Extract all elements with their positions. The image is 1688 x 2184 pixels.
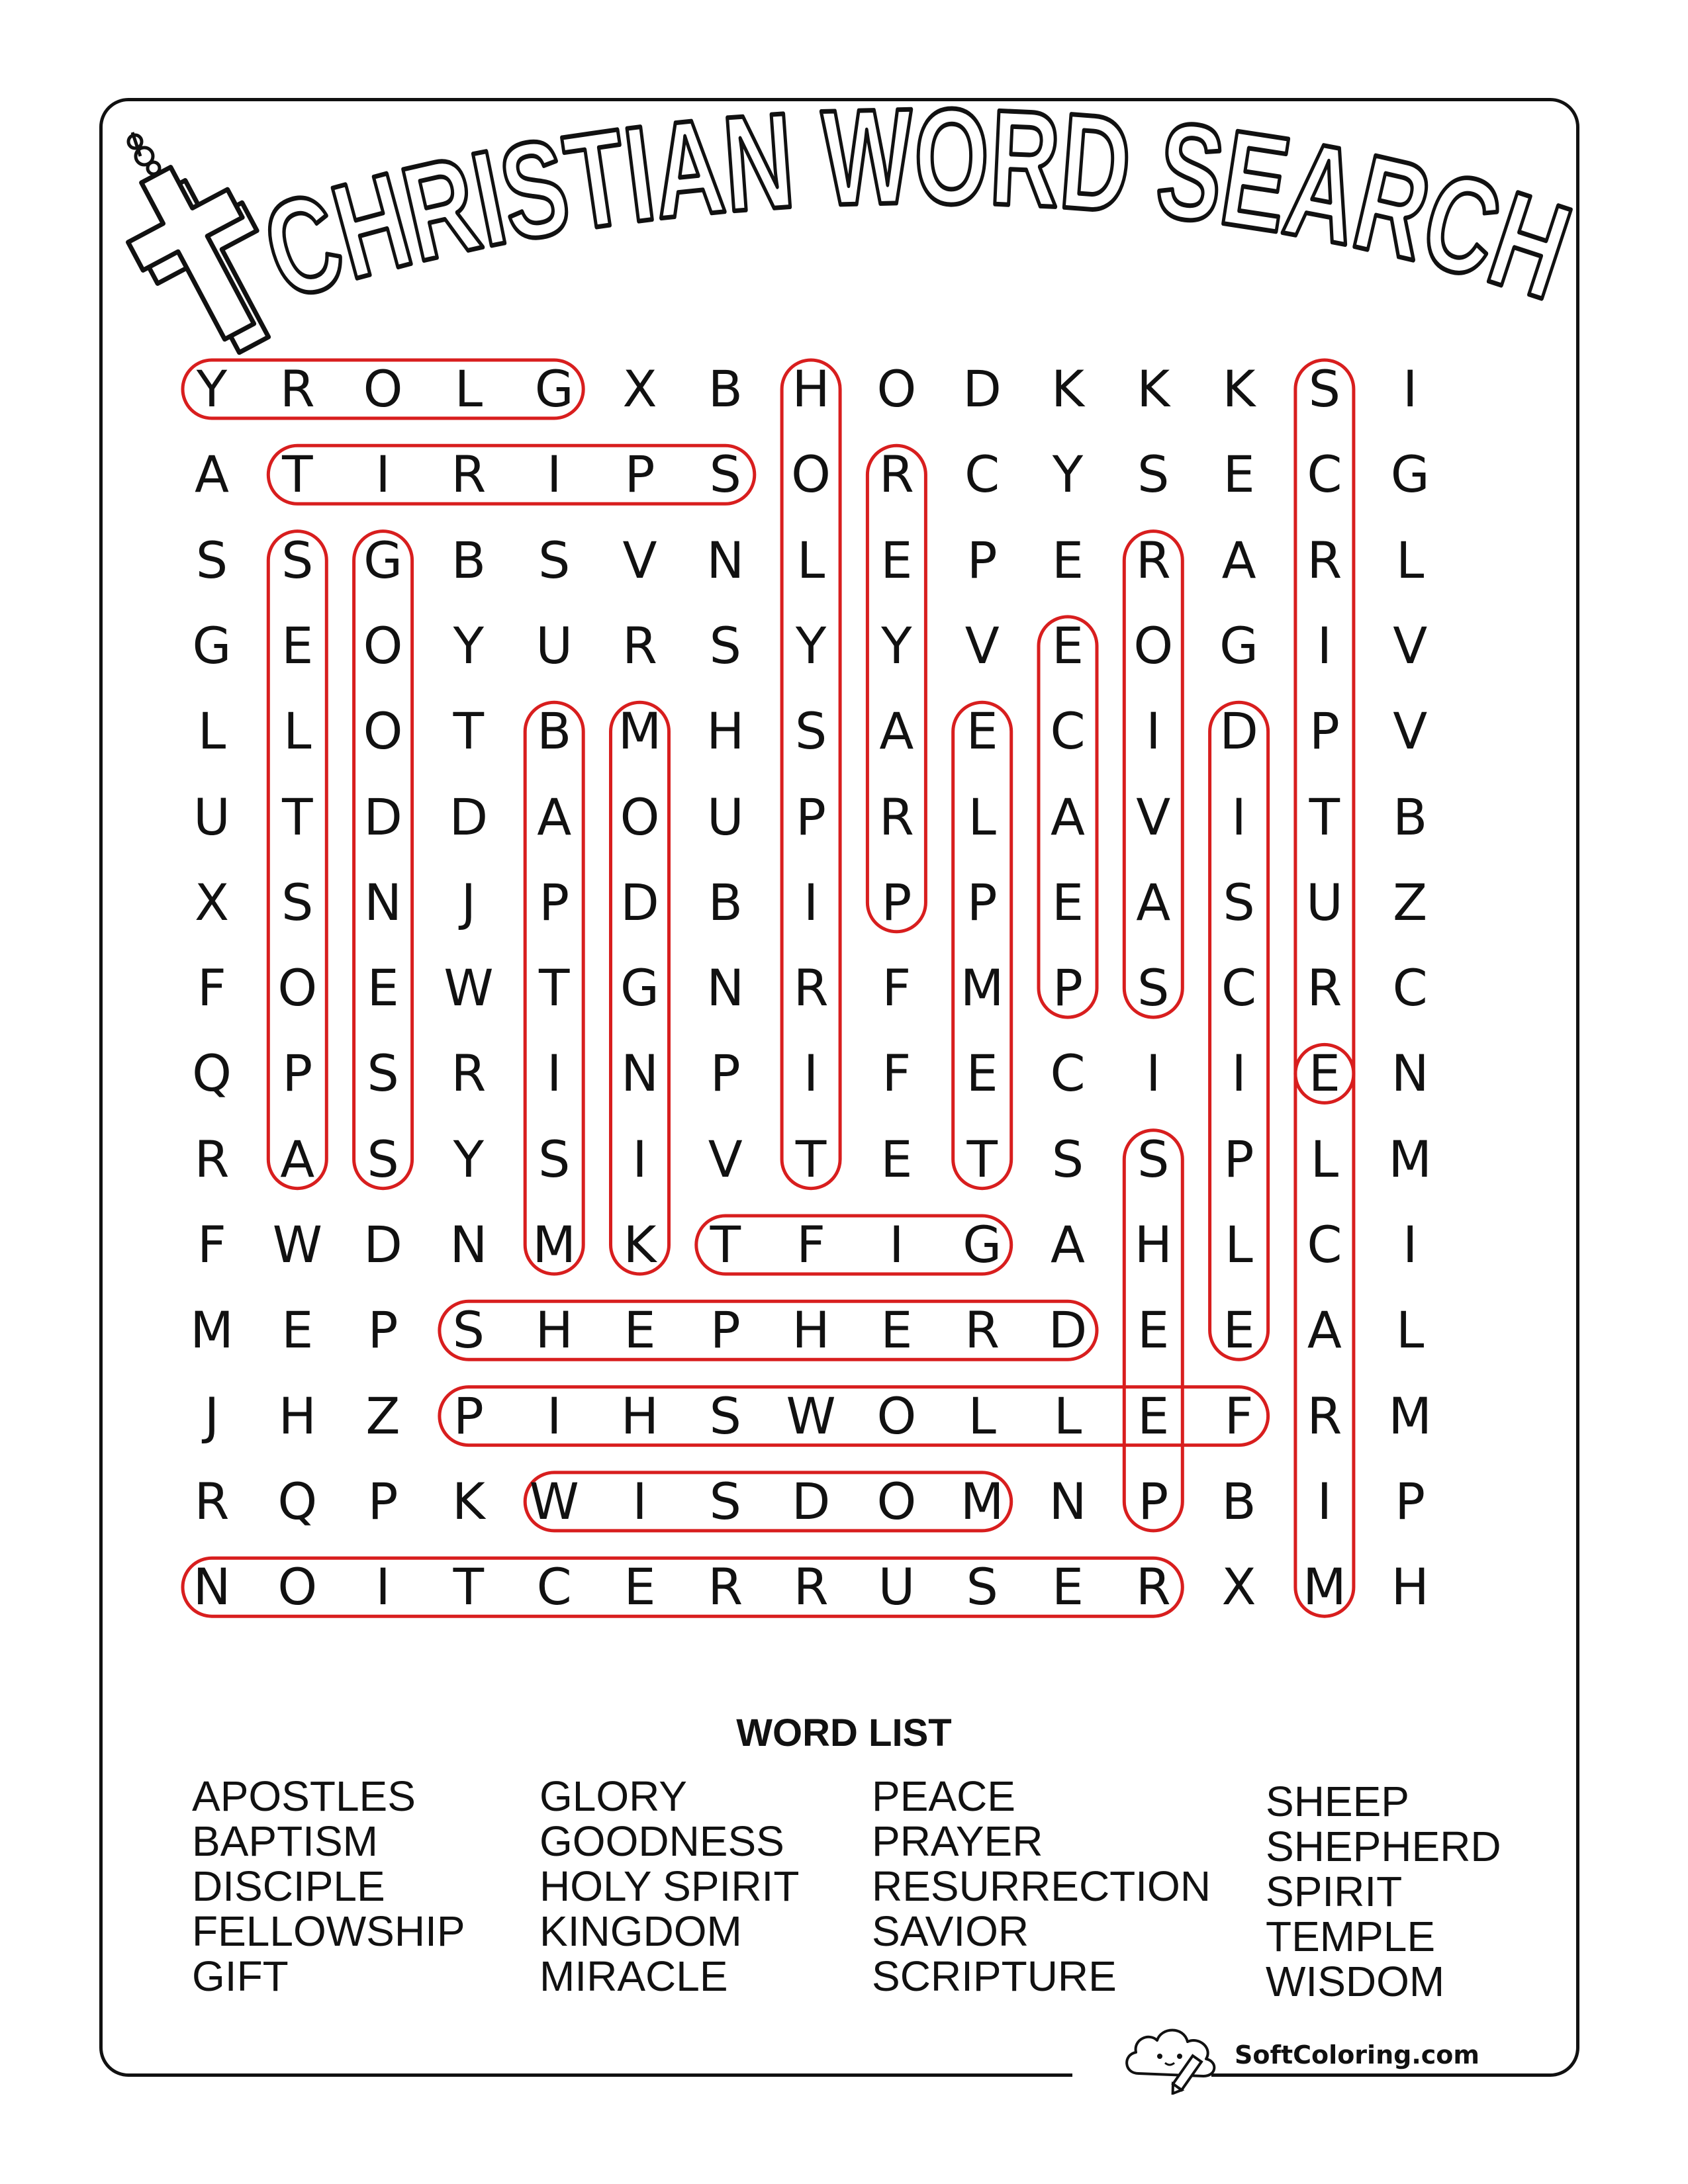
grid-letter: P bbox=[539, 872, 570, 932]
word-list-item: SCRIPTURE bbox=[872, 1952, 1117, 2000]
word-list-item: SHEPHERD bbox=[1266, 1823, 1501, 1870]
grid-letter: Y bbox=[881, 615, 912, 675]
grid-letter: Q bbox=[192, 1044, 232, 1103]
grid-letter: K bbox=[623, 1215, 657, 1274]
brand-logo bbox=[1119, 2015, 1479, 2095]
grid-letter: S bbox=[709, 1386, 741, 1445]
grid-letter: A bbox=[280, 1129, 315, 1189]
grid-letter: I bbox=[889, 1215, 904, 1274]
grid-letter: F bbox=[197, 958, 226, 1018]
grid-letter: C bbox=[1221, 958, 1257, 1018]
grid-letter: Y bbox=[453, 615, 485, 675]
grid-letter: O bbox=[876, 359, 917, 418]
grid-letter: I bbox=[375, 445, 391, 504]
grid-letter: L bbox=[1396, 530, 1425, 590]
grid-letter: C bbox=[1392, 958, 1428, 1018]
grid-letter: M bbox=[532, 1215, 576, 1274]
grid-letter: P bbox=[881, 872, 912, 932]
grid-letter: O bbox=[1133, 615, 1174, 675]
grid-letter: R bbox=[194, 1471, 230, 1531]
grid-letter: R bbox=[1307, 1386, 1342, 1445]
grid-letter: B bbox=[451, 530, 486, 590]
grid-letter: V bbox=[708, 1129, 743, 1189]
grid-letter: T bbox=[282, 787, 313, 846]
grid-letter: S bbox=[1223, 872, 1255, 932]
word-list-item: PRAYER bbox=[872, 1817, 1043, 1865]
grid-letter: S bbox=[1308, 359, 1341, 418]
grid-letter: L bbox=[1396, 1300, 1425, 1360]
grid-letter: A bbox=[1136, 872, 1171, 932]
word-list-column-2 bbox=[539, 1774, 799, 1999]
grid-letter: O bbox=[620, 787, 660, 846]
grid-letter: R bbox=[451, 1044, 487, 1103]
grid-letter: G bbox=[534, 359, 574, 418]
grid-letter: X bbox=[1221, 1557, 1256, 1617]
grid-letter: R bbox=[622, 615, 657, 675]
grid-letter: E bbox=[1308, 1044, 1340, 1103]
grid-letter: V bbox=[1393, 702, 1428, 761]
grid-letter: R bbox=[964, 1300, 1000, 1360]
grid-letter: I bbox=[546, 1044, 562, 1103]
grid-letter: W bbox=[444, 958, 494, 1018]
grid-letter: P bbox=[367, 1471, 399, 1531]
word-list-item: WISDOM bbox=[1266, 1958, 1445, 2005]
grid-letter: W bbox=[272, 1215, 322, 1274]
grid-letter: G bbox=[192, 615, 232, 675]
grid-letter: A bbox=[1221, 530, 1256, 590]
word-list-item: SPIRIT bbox=[1266, 1868, 1403, 1915]
grid-letter: H bbox=[278, 1386, 316, 1445]
grid-letter: R bbox=[1307, 958, 1342, 1018]
grid-letter: Q bbox=[277, 1471, 318, 1531]
grid-letter: V bbox=[1136, 787, 1171, 846]
grid-letter: E bbox=[624, 1300, 656, 1360]
cloud-pencil-icon bbox=[1119, 2015, 1231, 2095]
grid-letter: W bbox=[529, 1471, 579, 1531]
grid-letter: L bbox=[968, 787, 996, 846]
grid-letter: R bbox=[793, 1557, 829, 1617]
grid-letter: R bbox=[878, 787, 914, 846]
grid-letter: E bbox=[1223, 445, 1255, 504]
grid-letter: H bbox=[620, 1386, 659, 1445]
grid-letter: E bbox=[1137, 1386, 1170, 1445]
grid-letter: A bbox=[1307, 1300, 1342, 1360]
grid-letter: O bbox=[277, 1557, 318, 1617]
grid-letter: H bbox=[792, 359, 830, 418]
grid-letter: I bbox=[375, 1557, 391, 1617]
grid-letter: N bbox=[193, 1557, 231, 1617]
grid-letter: H bbox=[792, 1300, 830, 1360]
grid-letter: S bbox=[367, 1044, 399, 1103]
grid-letter: S bbox=[281, 530, 314, 590]
grid-letter: E bbox=[624, 1557, 656, 1617]
grid-letter: D bbox=[620, 872, 659, 932]
grid-letter: S bbox=[709, 1471, 741, 1531]
word-list-item: BAPTISM bbox=[192, 1817, 378, 1865]
grid-letter: S bbox=[1051, 1129, 1084, 1189]
grid-letter: J bbox=[204, 1386, 220, 1445]
grid-letter: X bbox=[194, 872, 230, 932]
grid-letter: V bbox=[964, 615, 1000, 675]
grid-letter: Y bbox=[795, 615, 827, 675]
grid-letter: T bbox=[282, 445, 313, 504]
grid-letter: S bbox=[1137, 958, 1170, 1018]
grid-letter: E bbox=[966, 1044, 998, 1103]
grid-letter: I bbox=[1231, 1044, 1246, 1103]
grid-letter: R bbox=[1307, 530, 1342, 590]
word-list-item: KINGDOM bbox=[539, 1907, 742, 1955]
grid-letter: G bbox=[1390, 445, 1430, 504]
grid-letter: L bbox=[1053, 1386, 1082, 1445]
grid-letter: V bbox=[1393, 615, 1428, 675]
grid-letter: B bbox=[1221, 1471, 1256, 1531]
grid-letter: A bbox=[879, 702, 914, 761]
grid-letter: L bbox=[454, 359, 483, 418]
grid-letter: H bbox=[535, 1300, 573, 1360]
grid-letter: N bbox=[1049, 1471, 1087, 1531]
grid-letter: T bbox=[1309, 787, 1340, 846]
grid-letter: M bbox=[618, 702, 662, 761]
grid-letter: X bbox=[622, 359, 657, 418]
grid-letter: E bbox=[281, 615, 314, 675]
grid-letter: R bbox=[1135, 1557, 1171, 1617]
grid-letter: H bbox=[1134, 1215, 1172, 1274]
grid-letter: O bbox=[363, 702, 403, 761]
grid-letter: F bbox=[796, 1215, 825, 1274]
grid-letter: Z bbox=[365, 1386, 400, 1445]
grid-letter: L bbox=[283, 702, 312, 761]
grid-letter: L bbox=[1310, 1129, 1339, 1189]
grid-letter: E bbox=[1223, 1300, 1255, 1360]
grid-letter: N bbox=[364, 872, 402, 932]
grid-letter: M bbox=[1388, 1129, 1432, 1189]
grid-letter: V bbox=[622, 530, 657, 590]
grid-letter: R bbox=[451, 445, 487, 504]
brand-name: SoftColoring.com bbox=[1235, 2040, 1479, 2070]
grid-letter: S bbox=[195, 530, 228, 590]
grid-letter: E bbox=[1137, 1300, 1170, 1360]
grid-letter: E bbox=[1051, 872, 1084, 932]
grid-letter: I bbox=[803, 872, 819, 932]
grid-letter: S bbox=[367, 1129, 399, 1189]
grid-letter: F bbox=[197, 1215, 226, 1274]
grid-letter: I bbox=[632, 1471, 647, 1531]
grid-letter: F bbox=[1224, 1386, 1254, 1445]
grid-letter: T bbox=[966, 1129, 998, 1189]
word-list-item: PEACE bbox=[872, 1772, 1015, 1820]
grid-letter: C bbox=[536, 1557, 572, 1617]
grid-letter: T bbox=[538, 958, 570, 1018]
grid-letter: P bbox=[453, 1386, 484, 1445]
grid-letter: I bbox=[546, 445, 562, 504]
grid-letter: Z bbox=[1393, 872, 1428, 932]
grid-letter: U bbox=[878, 1557, 915, 1617]
grid-letter: U bbox=[536, 615, 573, 675]
grid-letter: C bbox=[1307, 445, 1342, 504]
grid-letter: I bbox=[803, 1044, 819, 1103]
grid-letter: A bbox=[1051, 787, 1085, 846]
word-list-item: HOLY SPIRIT bbox=[539, 1862, 800, 1910]
grid-letter: Y bbox=[196, 359, 228, 418]
word-list-item: DISCIPLE bbox=[192, 1862, 385, 1910]
grid-letter: O bbox=[363, 615, 403, 675]
word-list-item: SAVIOR bbox=[872, 1907, 1029, 1955]
grid-letter: C bbox=[1050, 702, 1086, 761]
grid-letter: K bbox=[451, 1471, 485, 1531]
grid-letter: N bbox=[621, 1044, 659, 1103]
grid-letter: P bbox=[1395, 1471, 1426, 1531]
grid-letter: P bbox=[966, 530, 998, 590]
grid-letter: P bbox=[282, 1044, 313, 1103]
grid-letter: S bbox=[1137, 445, 1170, 504]
grid-letter: Y bbox=[453, 1129, 485, 1189]
grid-letter: D bbox=[1048, 1300, 1088, 1360]
word-list-item: MIRACLE bbox=[539, 1952, 728, 2000]
grid-letter: I bbox=[1402, 1215, 1418, 1274]
word-list-column-3 bbox=[872, 1774, 1211, 1999]
word-list-item: SHEEP bbox=[1266, 1778, 1409, 1825]
grid-letter: B bbox=[1393, 787, 1428, 846]
grid-letter: J bbox=[461, 872, 477, 932]
word-list-item: GIFT bbox=[192, 1952, 289, 2000]
grid-letter: T bbox=[453, 702, 485, 761]
grid-letter: G bbox=[1219, 615, 1259, 675]
grid-letter: I bbox=[1231, 787, 1246, 846]
grid-letter: B bbox=[537, 702, 572, 761]
grid-letter: I bbox=[1317, 615, 1333, 675]
grid-letter: P bbox=[966, 872, 998, 932]
grid-letter: N bbox=[706, 530, 745, 590]
grid-letter: L bbox=[1225, 1215, 1253, 1274]
grid-letter: U bbox=[193, 787, 230, 846]
grid-letter: P bbox=[796, 787, 827, 846]
grid-letter: G bbox=[962, 1215, 1002, 1274]
grid-letter: P bbox=[1138, 1471, 1169, 1531]
grid-letter: N bbox=[1391, 1044, 1429, 1103]
grid-letter: P bbox=[710, 1044, 741, 1103]
grid-letter: E bbox=[880, 1129, 913, 1189]
grid-letter: S bbox=[709, 615, 741, 675]
word-list-item: GOODNESS bbox=[539, 1817, 784, 1865]
grid-letter: M bbox=[960, 958, 1004, 1018]
grid-letter: M bbox=[1303, 1557, 1346, 1617]
grid-letter: G bbox=[363, 530, 403, 590]
word-list-heading: WORD LIST bbox=[736, 1711, 952, 1754]
grid-letter: T bbox=[453, 1557, 485, 1617]
grid-letter: A bbox=[1051, 1215, 1085, 1274]
grid-letter: S bbox=[966, 1557, 998, 1617]
grid-letter: E bbox=[966, 702, 998, 761]
grid-letter: D bbox=[449, 787, 489, 846]
grid-letter: I bbox=[1317, 1471, 1333, 1531]
grid-letter: D bbox=[363, 1215, 402, 1274]
grid-letter: D bbox=[1219, 702, 1258, 761]
grid-letter: G bbox=[620, 958, 659, 1018]
grid-letter: S bbox=[794, 702, 827, 761]
grid-letter: P bbox=[1309, 702, 1340, 761]
grid-letter: T bbox=[710, 1215, 741, 1274]
grid-letter: F bbox=[882, 1044, 912, 1103]
grid-letter: D bbox=[962, 359, 1002, 418]
word-list-column-1 bbox=[192, 1774, 465, 1999]
grid-letter: I bbox=[1146, 1044, 1161, 1103]
grid-letter: E bbox=[281, 1300, 314, 1360]
grid-letter: W bbox=[786, 1386, 836, 1445]
word-list-item: TEMPLE bbox=[1266, 1913, 1436, 1960]
grid-letter: P bbox=[1223, 1129, 1254, 1189]
grid-letter: E bbox=[880, 1300, 913, 1360]
grid-letter: H bbox=[1391, 1557, 1429, 1617]
grid-letter: E bbox=[880, 530, 913, 590]
grid-letter: S bbox=[281, 872, 314, 932]
grid-letter: E bbox=[367, 958, 399, 1018]
grid-letter: R bbox=[708, 1557, 743, 1617]
grid-letter: T bbox=[795, 1129, 827, 1189]
grid-letter: A bbox=[537, 787, 572, 846]
grid-letter: P bbox=[624, 445, 655, 504]
grid-letter: E bbox=[1051, 530, 1084, 590]
grid-letter: R bbox=[194, 1129, 230, 1189]
page-title bbox=[247, 79, 1614, 338]
title-banner bbox=[0, 0, 1688, 371]
grid-letter: L bbox=[968, 1386, 996, 1445]
grid-letter: C bbox=[1307, 1215, 1342, 1274]
word-list-item: GLORY bbox=[539, 1772, 687, 1820]
grid-letter: R bbox=[279, 359, 315, 418]
grid-letter: P bbox=[710, 1300, 741, 1360]
grid-letter: R bbox=[793, 958, 829, 1018]
grid-letter: K bbox=[1222, 359, 1256, 418]
grid-letter: K bbox=[1137, 359, 1170, 418]
grid-letter: H bbox=[706, 702, 745, 761]
grid-letter: S bbox=[538, 530, 571, 590]
grid-letter: D bbox=[791, 1471, 831, 1531]
grid-letter: I bbox=[632, 1129, 647, 1189]
grid-letter: O bbox=[876, 1471, 917, 1531]
grid-letter: L bbox=[796, 530, 825, 590]
grid-letter: B bbox=[708, 872, 743, 932]
word-list-item: RESURRECTION bbox=[872, 1862, 1211, 1910]
grid-letter: O bbox=[363, 359, 403, 418]
grid-letter: R bbox=[1135, 530, 1171, 590]
grid-letter: R bbox=[878, 445, 914, 504]
grid-letter: P bbox=[1053, 958, 1083, 1018]
grid-letter: U bbox=[1306, 872, 1343, 932]
grid-letter: S bbox=[709, 445, 741, 504]
grid-letter: O bbox=[876, 1386, 917, 1445]
grid-letter: C bbox=[964, 445, 1000, 504]
grid-letter: I bbox=[1402, 359, 1418, 418]
grid-letter: P bbox=[367, 1300, 399, 1360]
grid-letter: K bbox=[1051, 359, 1084, 418]
grid-letter: I bbox=[546, 1386, 562, 1445]
grid-letter: B bbox=[708, 359, 743, 418]
word-list-item: FELLOWSHIP bbox=[192, 1907, 465, 1955]
grid-letter: M bbox=[1388, 1386, 1432, 1445]
grid-letter: L bbox=[197, 702, 226, 761]
grid-letter: F bbox=[882, 958, 912, 1018]
grid-letter: N bbox=[449, 1215, 488, 1274]
grid-letter: C bbox=[1050, 1044, 1086, 1103]
grid-letter: S bbox=[538, 1129, 571, 1189]
grid-letter: M bbox=[960, 1471, 1004, 1531]
grid-letter: E bbox=[1051, 1557, 1084, 1617]
grid-letter: Y bbox=[1052, 445, 1084, 504]
word-list-column-4 bbox=[1266, 1779, 1501, 2004]
grid-letter: M bbox=[190, 1300, 234, 1360]
grid-letter: E bbox=[1051, 615, 1084, 675]
grid-letter: D bbox=[363, 787, 402, 846]
grid-letter: O bbox=[277, 958, 318, 1018]
grid-letter: I bbox=[1146, 702, 1161, 761]
grid-letter: U bbox=[706, 787, 744, 846]
word-list-item: APOSTLES bbox=[192, 1772, 416, 1820]
grid-letter: N bbox=[706, 958, 745, 1018]
title-text-path: CHRISTIAN WORD SEARCH bbox=[247, 79, 1614, 338]
grid-letter: S bbox=[452, 1300, 485, 1360]
grid-letter: S bbox=[1137, 1129, 1170, 1189]
grid-letter: O bbox=[791, 445, 831, 504]
grid-letter: A bbox=[195, 445, 229, 504]
